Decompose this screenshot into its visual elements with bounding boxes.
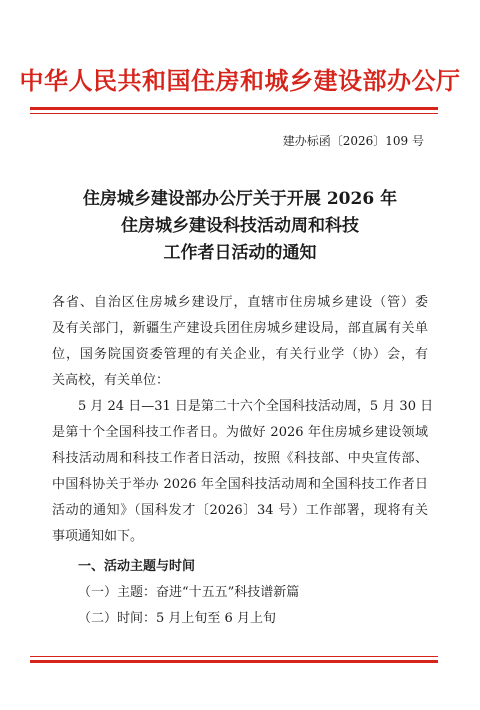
addressee-line: 关高校，有关单位： — [52, 373, 170, 388]
paragraph-line: 中国科协关于举办 2026 年全国科技活动周和全国科技工作者日 — [52, 477, 428, 492]
document-title — [0, 186, 480, 267]
addressee-line: 各省、自治区住房城乡建设厅，直辖市住房城乡建设（管）委 — [52, 295, 428, 310]
title-line: 工作者日活动的通知 — [163, 243, 317, 263]
document-body — [52, 290, 434, 632]
paragraph-line: 5 月 24 日—31 日是第二十六个全国科技活动周，5 月 30 日 — [78, 399, 434, 414]
footer-red-rule-thin — [30, 656, 438, 657]
document-number: 建办标函〔2026〕109 号 — [282, 134, 424, 148]
header-red-rule-thin — [30, 113, 438, 114]
paragraph-line: 事项通知如下。 — [52, 529, 144, 544]
paragraph-line: 活动的通知》（国科发才〔2026〕34 号）工作部署，现将有关 — [52, 503, 428, 518]
footer-red-rule-thick — [30, 660, 438, 663]
title-line: 住房城乡建设科技活动周和科技 — [121, 216, 359, 236]
addressee-paragraph — [52, 290, 428, 394]
paragraph-line: 科技活动周和科技工作者日活动，按照《科技部、中央宣传部、 — [52, 451, 428, 466]
section-item: （二）时间：5 月上旬至 6 月上旬 — [78, 611, 276, 626]
section-one — [52, 554, 428, 632]
paragraph-line: 是第十个全国科技工作者日。为做好 2026 年住房城乡建设领域 — [52, 425, 428, 440]
issuing-authority-header: 中华人民共和国住房和城乡建设部办公厅 — [19, 67, 461, 95]
section-item: （一）主题：奋进“十五五”科技谱新篇 — [78, 585, 300, 600]
addressee-line: 及有关部门，新疆生产建设兵团住房城乡建设局，部直属有关单 — [52, 321, 428, 336]
addressee-line: 位，国务院国资委管理的有关企业，有关行业学（协）会，有 — [52, 347, 428, 362]
title-line: 住房城乡建设部办公厅关于开展 2026 年 — [82, 189, 398, 209]
header-red-rule-thick — [30, 107, 438, 110]
intro-paragraph — [52, 394, 434, 550]
section-heading: 一、活动主题与时间 — [78, 559, 196, 574]
